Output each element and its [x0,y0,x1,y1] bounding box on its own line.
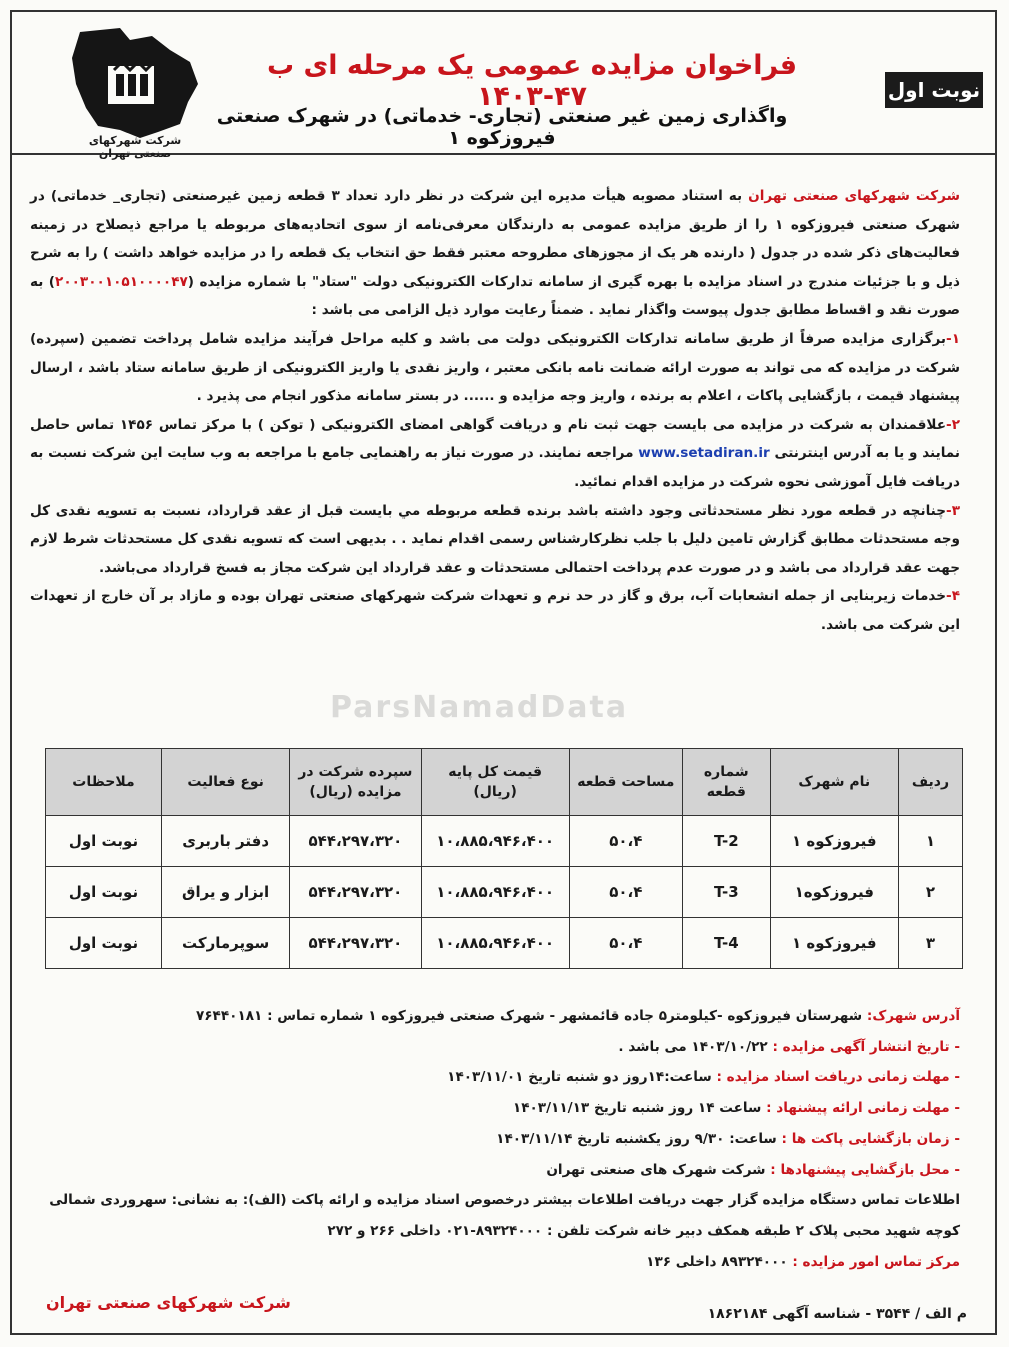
cell-town: فیروزکوه ۱ [770,816,898,867]
col-activity: نوع فعالیت [161,749,289,816]
footer-line-address [30,1001,960,1032]
item-text-end: مراجعه نمایند. در صورت نیاز به راهنمایی جامع با مراجعه به وب سایت این شرکت نسبت به دریافت فایل آموزشی نحوه شرکت در مزایده اقدام نمائید. [30,445,960,490]
page-subtitle: واگذاری زمین غیر صنعتی (تجاری- خدماتی) در شهرک صنعتی فیروزکوه ۱ [216,105,788,149]
footer-value: ساعت: ۹/۳۰ روز یکشنبه تاریخ ۱۴۰۳/۱۱/۱۴ [496,1130,777,1147]
footer-value: ۱۴۰۳/۱۰/۲۲ می باشد . [618,1038,768,1055]
item-text: چنانچه در قطعه مورد نظر مستحدثاتی وجود داشته باشد برنده قطعه مربوطه مي بایست قبل از عقد قرارداد، نسبت به تسویه نقدی کل وجه مستحدثات مطابق گزارش تامین دلیل با جلب نظرکارشناس رسمی اقدام نماید . . بدیهی است که تسویه نقدی کل مستحدثات شرط لازم جهت عقد قرارداد می باشد و در صورت عدم پرداخت احتمالی مستحدثات و عقد قرارداد این شرکت مجاز به فسخ قرارداد می‌باشد. [30,502,960,576]
item-text: برگزاری مزایده صرفاً از طریق سامانه تدارکات الکترونیکی دولت می باشد و کلیه مراحل فرآیند مزایده شامل پرداخت تضمین (سپرده) شرکت در مزایده که می تواند به صورت ارائه ضمانت نامه بانکی معتبر ، واریز نقدی یا واریز الکترونیکی از طریق سامانه ستاد باشد ، ارسال پیشنهاد قیمت ، بازگشایی پاکات ، اعلام به برنده ، واریز وجه مزایده و ...... در بستر سامانه مذکور انجام می پذیرد . [30,330,960,405]
cell-activity: ابزار و یراق [161,867,289,918]
footer-label: - زمان بازگشایی پاکت ها : [781,1130,960,1147]
footer-label: - محل بازگشایی پیشنهادها : [770,1161,960,1178]
auction-number: ۲۰۰۳۰۰۱۰۵۱۰۰۰۰۴۷ [55,273,188,290]
intro-paragraph [30,182,960,325]
item-number: ۲- [946,416,960,433]
signature: شرکت شهرکهای صنعتی تهران [46,1293,291,1312]
logo-caption: شرکت شهرکهای صنعتی تهران [88,134,182,160]
table-row [46,867,963,918]
col-base-price: قیمت کل پایه (ریال) [421,749,569,816]
table-row [46,918,963,969]
col-town: نام شهرک [770,749,898,816]
condition-item [30,325,960,411]
table-row [46,816,963,867]
footer-value: ساعت:۱۴روز دو شنبه تاریخ ۱۴۰۳/۱۱/۰۱ [447,1069,712,1086]
cell-lot-number: T-2 [682,816,770,867]
header [12,12,995,160]
col-row: ردیف [898,749,962,816]
footer-label: - مهلت زمانی دریافت اسناد مزایده : [716,1069,960,1086]
cell-notes: نوبت اول [46,867,162,918]
cell-deposit: ۵۴۴،۲۹۷،۳۲۰ [290,816,421,867]
cell-deposit: ۵۴۴،۲۹۷،۳۲۰ [290,867,421,918]
cell-row: ۱ [898,816,962,867]
col-notes: ملاحظات [46,749,162,816]
cell-deposit: ۵۴۴،۲۹۷،۳۲۰ [290,918,421,969]
cell-base-price: ۱۰،۸۸۵،۹۴۶،۴۰۰ [421,918,569,969]
lots-table [45,748,963,969]
footer-line-docs-deadline [30,1062,960,1093]
cell-town: فیروزکوه ۱ [770,918,898,969]
condition-item [30,411,960,497]
contact-center [30,1247,960,1278]
footer-details [30,1001,960,1277]
footer-label: - تاریخ انتشار آگهی مزایده : [772,1038,960,1055]
footer-value: شرکت شهرک های صنعتی تهران [546,1161,766,1178]
cell-notes: نوبت اول [46,918,162,969]
footer-line-opening-place [30,1155,960,1186]
cell-area: ۵۰،۴ [569,816,682,867]
cell-notes: نوبت اول [46,816,162,867]
cell-row: ۳ [898,918,962,969]
footer-label: آدرس شهرک: [866,1008,960,1024]
contact-info: اطلاعات تماس دستگاه مزایده گزار جهت دریافت اطلاعات بیشتر درخصوص اسناد مزایده و ارائه پاکت (الف): به نشانی: سهروردی شمالی کوچه شهید محبی پلاک ۲ طبقه همکف دبیر خانه شرکت تلفن : ۸۹۳۲۴۰۰۰-۰۲۱ داخلی ۲۶۶ و ۲۷۲ [49,1192,960,1239]
item-text: علاقمندان به شرکت در مزایده می بایست جهت ثبت نام و دریافت گواهی امضای الکترونیکی ( توکن ) با مرکز تماس ۱۴۵۶ تماس حاصل نمایند و یا به آدرس اینترنتی [30,416,961,462]
col-lot-number: شماره قطعه [682,749,770,816]
cell-base-price: ۱۰،۸۸۵،۹۴۶،۴۰۰ [421,867,569,918]
footer-value: ساعت ۱۴ روز شنبه تاریخ ۱۴۰۳/۱۱/۱۳ [512,1100,762,1117]
footer-value: شهرستان فیروزکوه -کیلومتر۵ جاده قائمشهر - شهرک صنعتی فیروزکوه ۱ شماره تماس : ۷۶۴۴۰۱۸۱ [195,1008,863,1024]
footer-line-offer-deadline [30,1093,960,1124]
col-area: مساحت قطعه [569,749,682,816]
footer-line-opening-time [30,1124,960,1155]
footer-label: مرکز تماس امور مزایده : [792,1253,960,1270]
ad-code: م الف / ۳۵۴۴ - شناسه آگهی ۱۸۶۲۱۸۴ [707,1306,967,1322]
intro-text: به استناد مصوبه هیأت مدیره این شرکت در نظر دارد تعداد ۳ قطعه زمین غیرصنعتی (تجاری_ خدماتی) در شهرک صنعتی فیروزکوه ۱ را از طریق مزایده عمومی به دارندگان معرفی‌نامه از سوی اتحادیه‌های مربوطه یا مراجع ذیصلاح در زمینه فعالیت‌های ذکر شده در جدول ( دارنده هر یک از مجوزهای مطروحه معتبر فقط حق انتخاب یک قطعه را در مزایده خواهد داشت ) را به شرح ذیل و با جزئیات مندرج در اسناد مزایده با بهره گیری از سامانه تدارکات الکترونیکی دولت "ستاد" با شماره مزایده ( [30,188,960,290]
item-number: ۱- [946,330,960,347]
item-text: خدمات زیربنایی از جمله انشعابات آب، برق و گاز در حد نرم و تعهدات شرکت شهرکهای صنعتی تهران بوده و مازاد بر آن خارج از تعهدات این شرکت می باشد. [30,588,960,633]
item-number: ۳- [946,502,960,519]
cell-town: فیروزکوه۱ [770,867,898,918]
company-name: شرکت شهرکهای صنعتی تهران [748,188,961,204]
cell-base-price: ۱۰،۸۸۵،۹۴۶،۴۰۰ [421,816,569,867]
cell-lot-number: T-3 [682,867,770,918]
round-badge: نوبت اول [885,72,983,108]
cell-area: ۵۰،۴ [569,918,682,969]
footer-line-publish-date [30,1032,960,1063]
col-deposit: سپرده شرکت در مزایده (ریال) [290,749,421,816]
setad-link[interactable]: www.setadiran.ir [638,445,770,462]
cell-activity: دفتر باربری [161,816,289,867]
footer-value: ۸۹۳۲۴۰۰۰ داخلی ۱۳۶ [646,1253,788,1270]
intro-text-end: ) به صورت نقد و اقساط مطابق جدول پیوست واگذار نماید . ضمناً رعایت موارد ذیل الزامی می باشد : [30,273,960,319]
cell-row: ۲ [898,867,962,918]
page-title: فراخوان مزایده عمومی یک مرحله ای ب ۴۷-۱۴۰۳ [266,50,798,112]
condition-item [30,497,960,583]
footer-label: - مهلت زمانی ارائه پیشنهاد : [766,1100,960,1117]
cell-activity: سوپرمارکت [161,918,289,969]
table-header-row [46,749,963,816]
announcement-body [30,182,960,640]
watermark: ParsNamadData [330,690,629,725]
item-number: ۴- [946,588,960,605]
cell-lot-number: T-4 [682,918,770,969]
condition-item [30,582,960,639]
cell-area: ۵۰،۴ [569,867,682,918]
